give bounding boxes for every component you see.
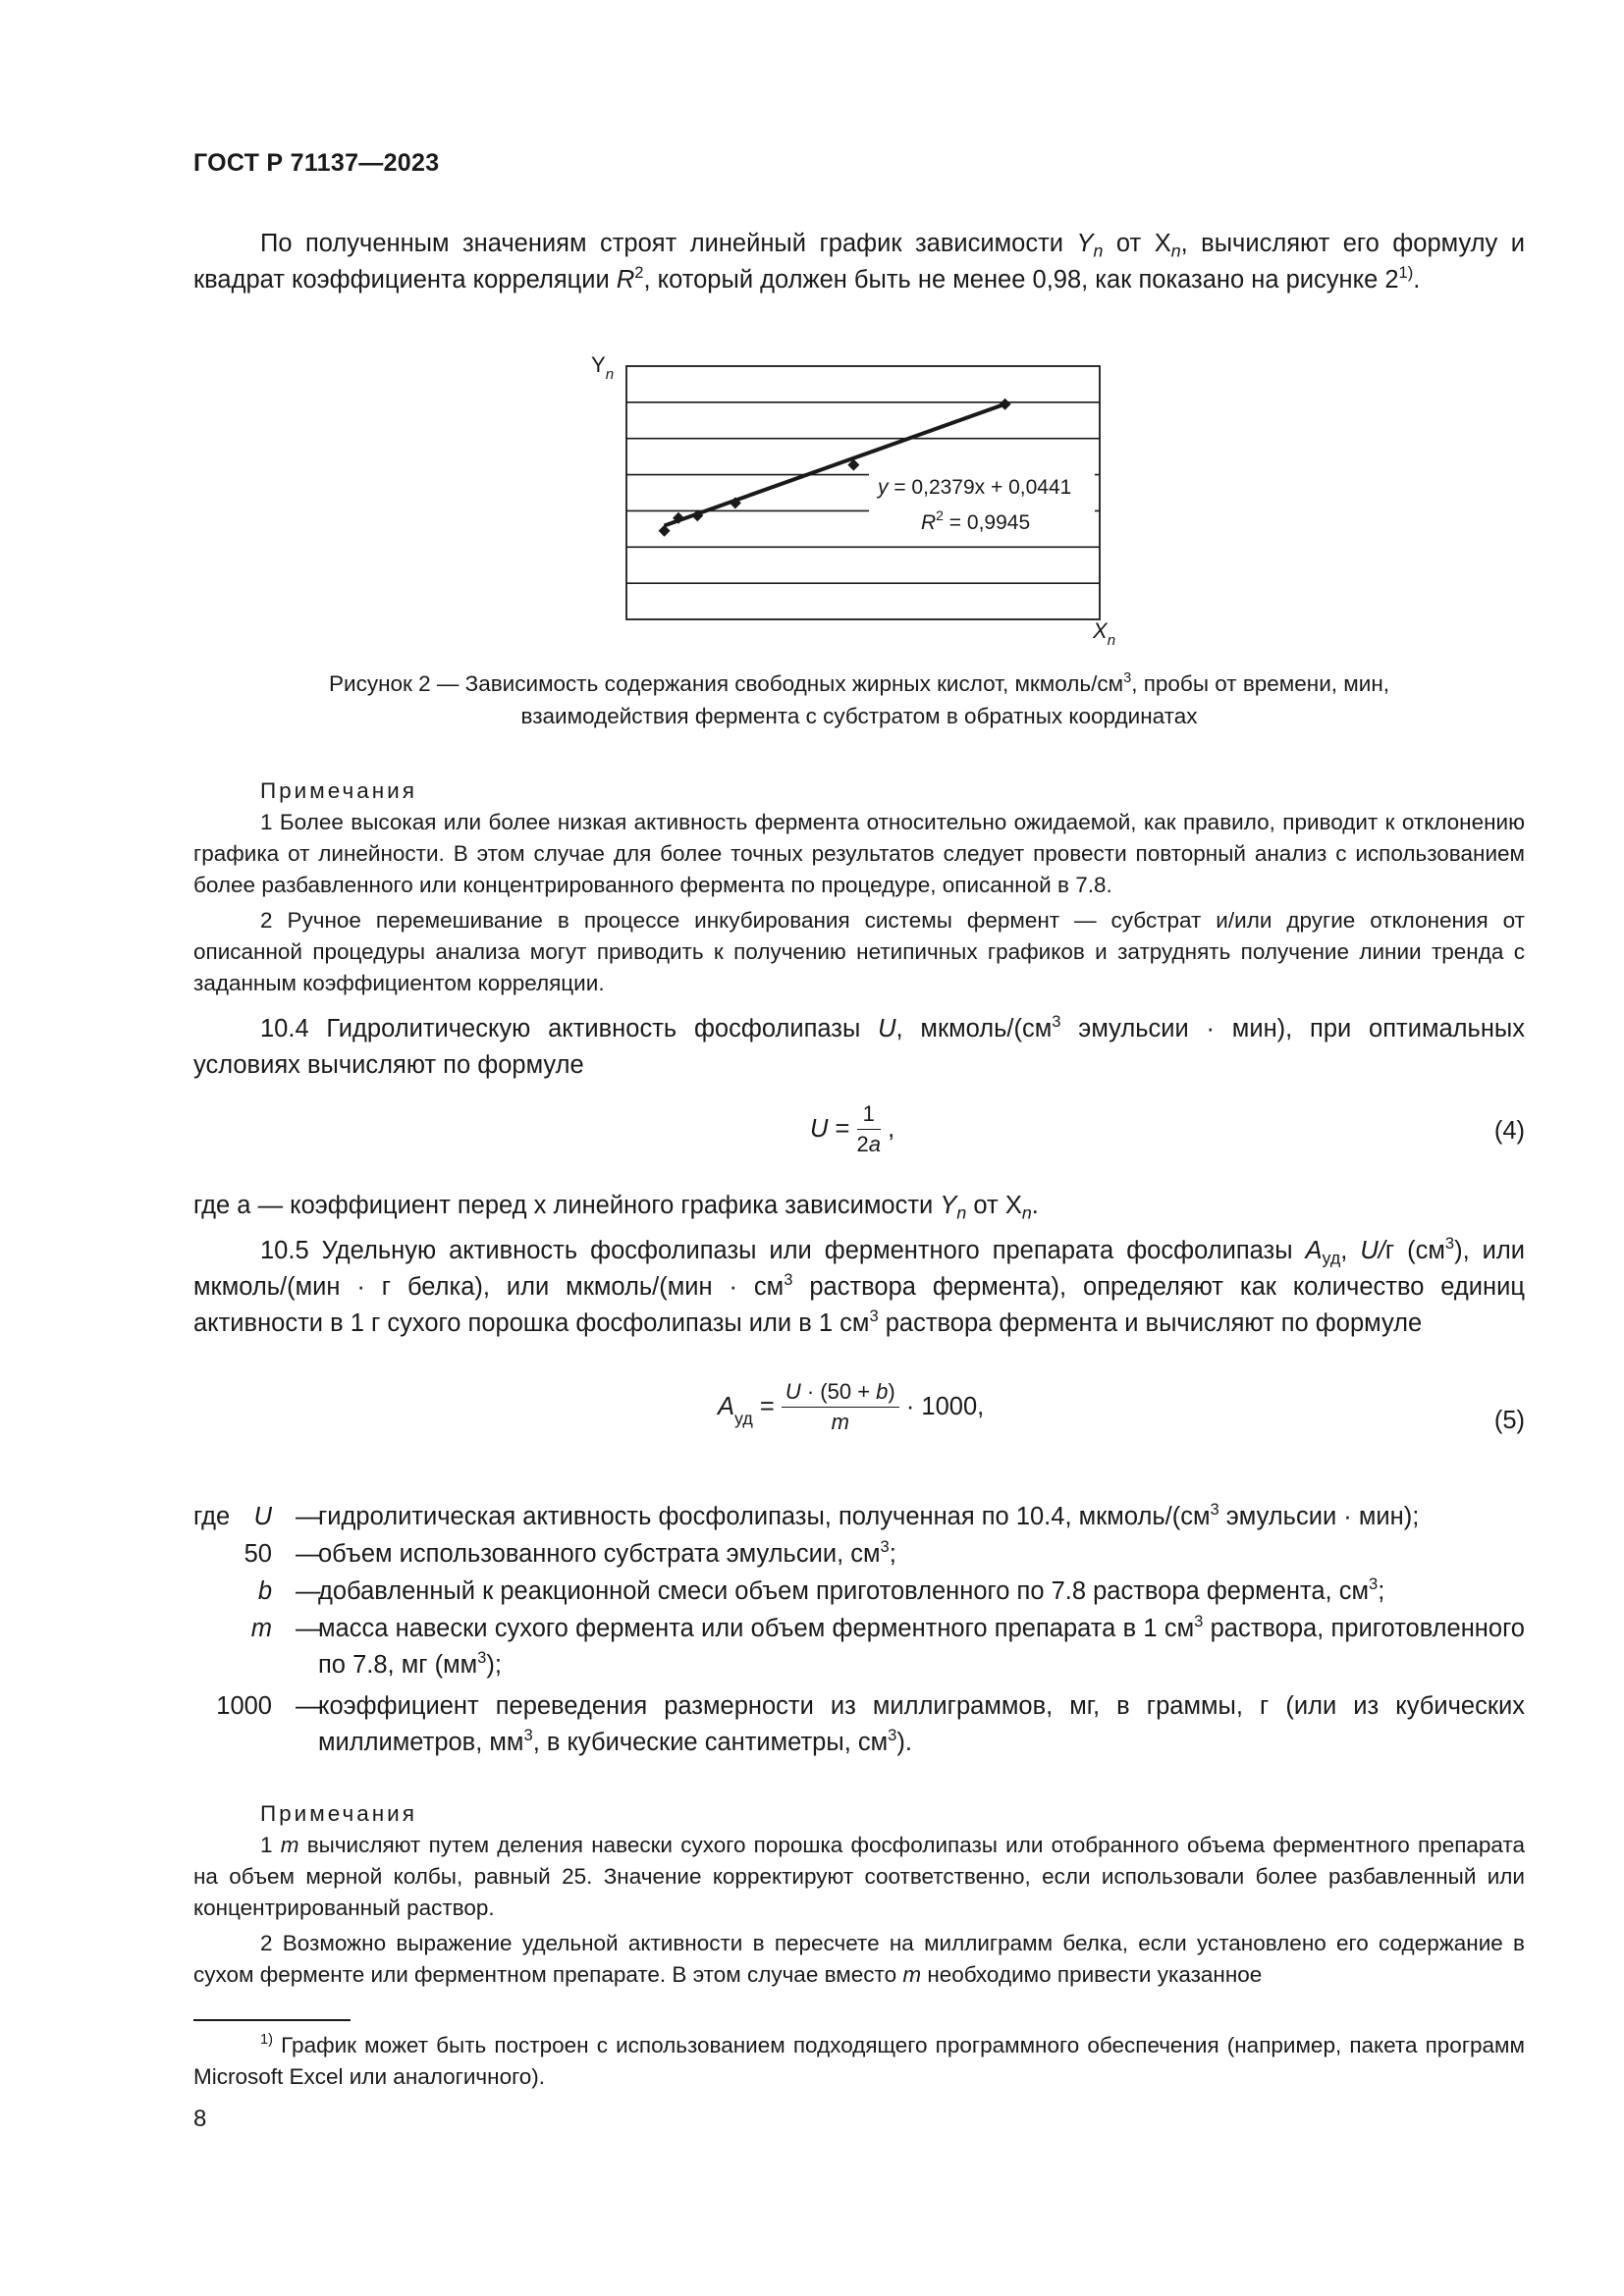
footnote: $^{1)}$ График может быть построен с использованием подходящего программного обеспечения (например, пакета программ Microsoft Excel или аналогичного). [193, 2032, 1525, 2089]
notes-block-2 [193, 1798, 1525, 1991]
notes-block-1 [193, 775, 1525, 999]
formula-4: U = $\frac{1}{2a}$ , (4) [810, 1101, 1525, 1156]
where-item-50: 50 — объем использованного субстрата эмульсии, $см^3$; [244, 1537, 896, 1568]
data-point-6 [1000, 399, 1011, 410]
y-axis-label: $Y_n$ [591, 352, 615, 383]
page-number: 8 [193, 2106, 207, 2132]
intro-paragraph: По полученным значениям строят линейный график зависимости $Y_n$ от $X_n$, вычисляют его формулу и квадрат коэффициента корреляции $R^2$, который должен быть не менее 0,98, как показано на рисунке 2$^{1)}$. [193, 230, 1525, 294]
formula-5-number: (5) [1493, 1407, 1525, 1434]
note-2-1: 1 m вычисляют путем деления навески сухого порошка фосфолипазы или отобранного объема ферментного препарата на объем мерной колбы, равный 25. Значение корректируют соответственно, если использовали более разбавленный или концентрированный раствор. [193, 1833, 1526, 1920]
r-squared-label: $R^2 = 0,9945$ [921, 507, 1031, 534]
notes-title-2: Примечания [260, 1801, 417, 1826]
x-axis-label: $X_n$ [1093, 618, 1116, 649]
note-2: 2 Ручное перемешивание в процессе инкубирования системы фермент — субстрат и/или другие отклонения от описанной процедуры анализа могут приводить к получению нетипичных графиков и затруднять получение линии тренда с заданным коэффициентом корреляции. [193, 908, 1525, 995]
figure-caption: Рисунок 2 — Зависимость содержания свободных жирных кислот, мкмоль/$см^3$, пробы от времени, мин, взаимодействия фермента с субстратом в обратных координатах [329, 670, 1389, 728]
footnote-rule [193, 2019, 351, 2021]
figure-2-chart [560, 348, 1149, 653]
where-item-u: где U — гидролитическая активность фосфолипазы, полученная по 10.4, мкмоль/($см^3$ эмульсии · мин); [193, 1500, 1420, 1530]
formula-4-number: (4) [1493, 1117, 1525, 1145]
note-2-2: 2 Возможно выражение удельной активности в пересчете на миллиграмм белка, если установлено его содержание в сухом ферменте или ферментном препарате. В этом случае вместо m необходимо привести указанное [193, 1931, 1525, 1987]
notes-title: Примечания [260, 778, 417, 803]
where-item-1000: 1000 — коэффициент переведения размерности из миллиграммов, мг, в граммы, г (или из кубических миллиметров, $мм^3$, в кубические сантиметры, $см^3$). [216, 1692, 1525, 1756]
where-item-m: m — масса навески сухого фермента или объем ферментного препарата в 1 $см^3$ раствора, приготовленного по 7.8, мг $(мм^3)$; [250, 1612, 1525, 1679]
note-1: 1 Более высокая или более низкая активность фермента относительно ожидаемой, как правило, приводит к отклонению графика от линейности. В этом случае для более точных результатов следует провести повторный анализ с использованием более разбавленного или концентрированного фермента по процедуре, описанной в 7.8. [193, 810, 1525, 897]
formula-5: $A_{уд}$ = $\frac{U \cdot (50 + b)}{m}$ · 1000, (5) [718, 1379, 1525, 1434]
where-list [193, 1499, 1525, 1764]
document-header: ГОСТ Р 71137—2023 [193, 149, 440, 177]
where-item-b: b — добавленный к реакционной смеси объем приготовленного по 7.8 раствора фермента, $см^3$; [257, 1575, 1385, 1605]
section-10-4: 10.4 Гидролитическую активность фосфолипазы U, мкмоль/($см^3$ эмульсии · мин), при оптимальных условиях вычисляют по формуле [193, 1012, 1525, 1079]
where-a: где а — коэффициент перед х линейного графика зависимости $Y_n$ от $Х_n$. [193, 1192, 1039, 1223]
trend-equation: y = 0,2379x + 0,0441 [878, 476, 1072, 499]
section-10-5: 10.5 Удельную активность фосфолипазы или ферментного препарата фосфолипазы $A_{уд}$, U/г $(см^3)$, или мкмоль/(мин · г белка), или мкмоль/(мин · $см^3$ раствора фермента), определяют как количество единиц активности в 1 г сухого порошка фосфолипазы или в 1 $см^3$ раствора фермента и вычисляют по формуле [193, 1234, 1525, 1337]
data-point-1 [659, 525, 671, 537]
